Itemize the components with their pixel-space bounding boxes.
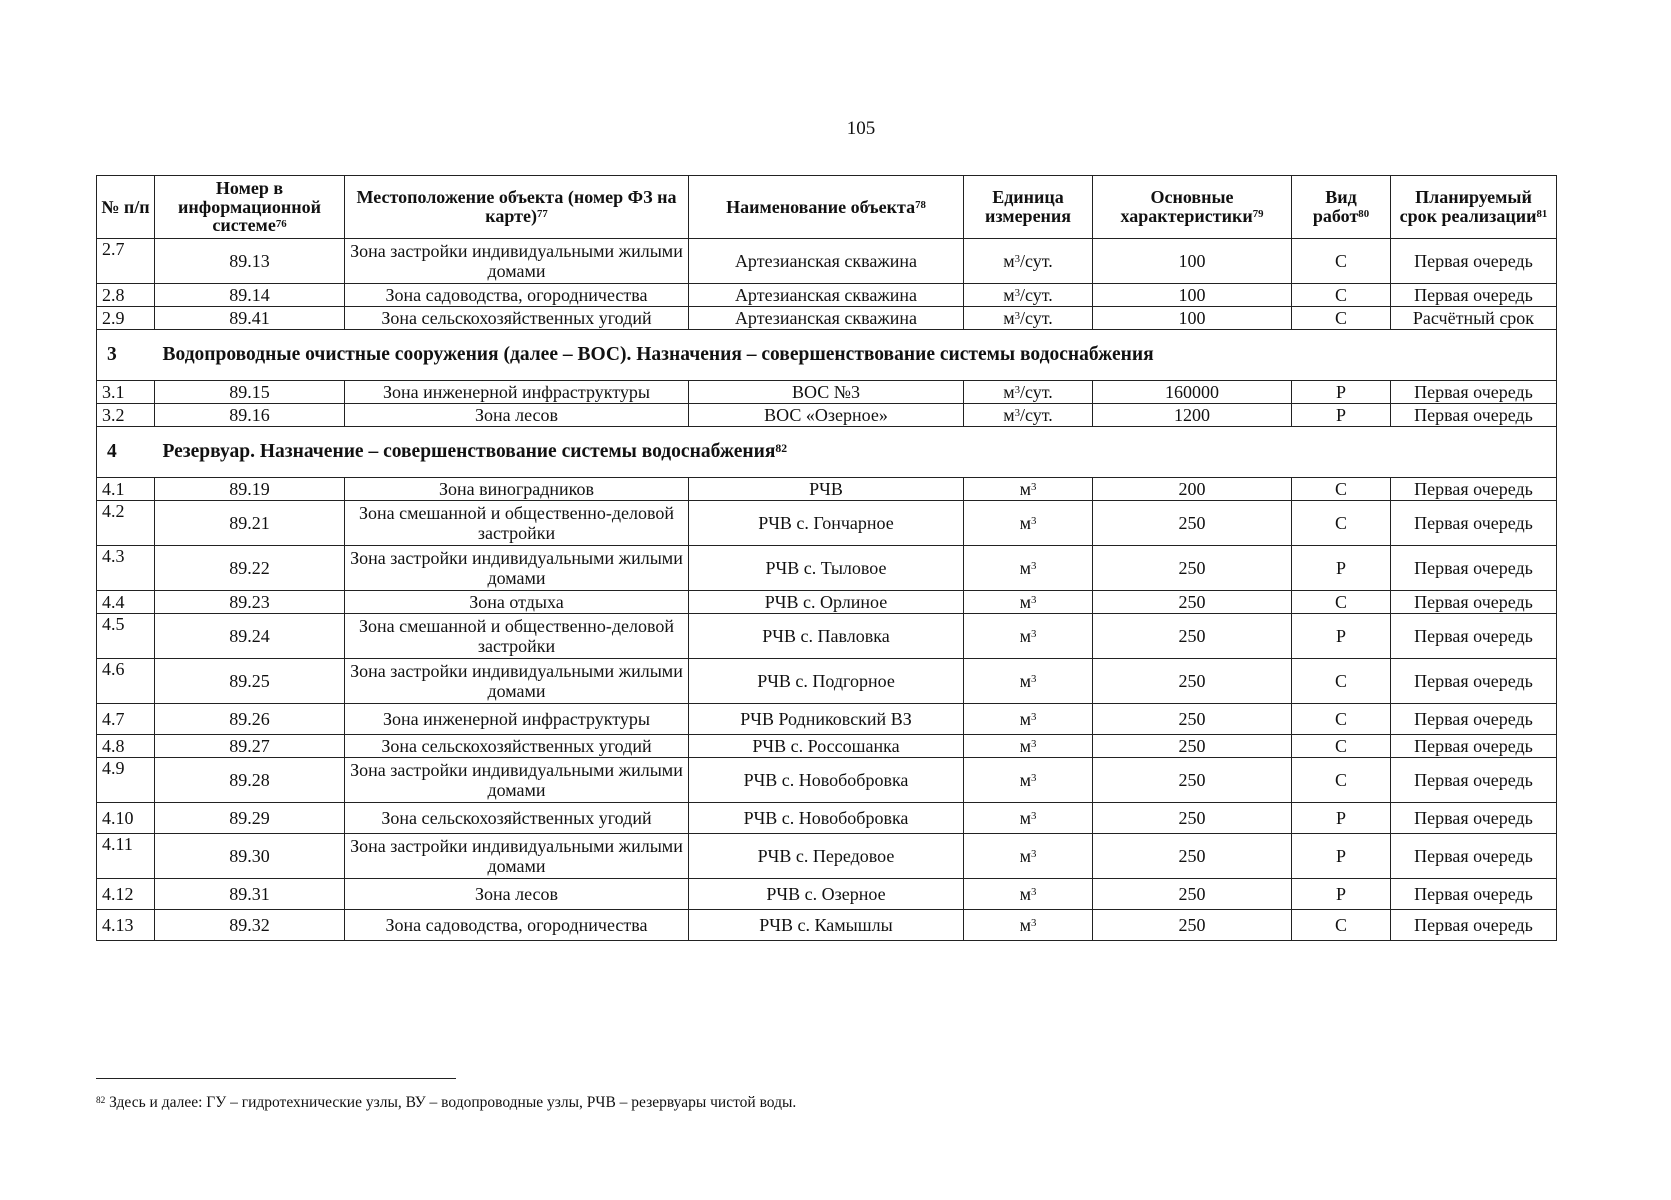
unit-base: м bbox=[1003, 307, 1015, 328]
unit-exponent: 3 bbox=[1030, 560, 1037, 573]
cell-object-name: РЧВ с. Подгорное bbox=[689, 659, 964, 704]
cell-term: Первая очередь bbox=[1391, 404, 1557, 427]
unit-exponent: 3 bbox=[1030, 917, 1037, 930]
cell-work-type: Р bbox=[1292, 614, 1391, 659]
cell-number: 4.13 bbox=[97, 910, 155, 941]
col-term-header bbox=[1391, 176, 1557, 239]
section-footnote-mark: 82 bbox=[775, 441, 788, 455]
cell-object-name: РЧВ с. Россошанка bbox=[689, 735, 964, 758]
cell-location: Зона садоводства, огородничества bbox=[345, 284, 689, 307]
cell-work-type: С bbox=[1292, 910, 1391, 941]
cell-object-name: ВОС №3 bbox=[689, 381, 964, 404]
col-object-name-header bbox=[689, 176, 964, 239]
col-number-header bbox=[97, 176, 155, 239]
cell-system-number: 89.23 bbox=[155, 591, 345, 614]
cell-system-number: 89.30 bbox=[155, 834, 345, 879]
cell-object-name: ВОС «Озерное» bbox=[689, 404, 964, 427]
cell-term: Первая очередь bbox=[1391, 614, 1557, 659]
cell-work-type: Р bbox=[1292, 879, 1391, 910]
cell-system-number: 89.32 bbox=[155, 910, 345, 941]
header-footnote-mark: 77 bbox=[536, 208, 548, 221]
cell-object-name: Артезианская скважина bbox=[689, 239, 964, 284]
header-label: Основные характеристики bbox=[1120, 187, 1253, 226]
cell-work-type: Р bbox=[1292, 404, 1391, 427]
table-row bbox=[97, 834, 1557, 879]
cell-object-name: РЧВ bbox=[689, 478, 964, 501]
section-title-text: Резервуар. Назначение – совершенствование системы водоснабжения bbox=[162, 441, 776, 463]
cell-characteristics: 1200 bbox=[1093, 404, 1292, 427]
unit-suffix: /сут. bbox=[1020, 404, 1053, 425]
cell-location: Зона застройки индивидуальными жилыми домами bbox=[345, 659, 689, 704]
cell-location: Зона инженерной инфраструктуры bbox=[345, 704, 689, 735]
cell-characteristics: 250 bbox=[1093, 910, 1292, 941]
cell-object-name: РЧВ с. Озерное bbox=[689, 879, 964, 910]
cell-term: Первая очередь bbox=[1391, 758, 1557, 803]
cell-number: 4.1 bbox=[97, 478, 155, 501]
table-row bbox=[97, 501, 1557, 546]
unit-base: м bbox=[1019, 769, 1031, 790]
section-row bbox=[97, 427, 1557, 478]
cell-term: Первая очередь bbox=[1391, 704, 1557, 735]
cell-characteristics: 100 bbox=[1093, 284, 1292, 307]
col-characteristics-header bbox=[1093, 176, 1292, 239]
cell-unit bbox=[964, 381, 1093, 404]
cell-object-name: Артезианская скважина bbox=[689, 307, 964, 330]
cell-work-type: С bbox=[1292, 501, 1391, 546]
unit-base: м bbox=[1019, 883, 1031, 904]
cell-term: Первая очередь bbox=[1391, 735, 1557, 758]
cell-unit bbox=[964, 546, 1093, 591]
cell-term: Первая очередь bbox=[1391, 879, 1557, 910]
cell-unit bbox=[964, 307, 1093, 330]
cell-term: Первая очередь bbox=[1391, 591, 1557, 614]
cell-object-name: Артезианская скважина bbox=[689, 284, 964, 307]
cell-characteristics: 250 bbox=[1093, 735, 1292, 758]
cell-number: 4.3 bbox=[97, 546, 155, 591]
unit-base: м bbox=[1019, 807, 1031, 828]
unit-exponent: 3 bbox=[1030, 810, 1037, 823]
cell-characteristics: 250 bbox=[1093, 659, 1292, 704]
unit-suffix: /сут. bbox=[1020, 284, 1053, 305]
unit-exponent: 3 bbox=[1014, 287, 1021, 300]
cell-work-type: С bbox=[1292, 758, 1391, 803]
unit-base: м bbox=[1019, 478, 1031, 499]
cell-term: Первая очередь bbox=[1391, 910, 1557, 941]
footnote-mark: 82 bbox=[96, 1095, 106, 1106]
cell-number: 4.10 bbox=[97, 803, 155, 834]
cell-unit bbox=[964, 735, 1093, 758]
cell-work-type: Р bbox=[1292, 803, 1391, 834]
header-label: Планируемый срок реализации bbox=[1399, 187, 1537, 226]
header-footnote-mark: 81 bbox=[1536, 208, 1548, 221]
cell-unit bbox=[964, 591, 1093, 614]
cell-object-name: РЧВ с. Павловка bbox=[689, 614, 964, 659]
cell-unit bbox=[964, 404, 1093, 427]
unit-exponent: 3 bbox=[1030, 772, 1037, 785]
cell-characteristics: 250 bbox=[1093, 546, 1292, 591]
unit-exponent: 3 bbox=[1030, 594, 1037, 607]
section-title-text: Водопроводные очистные сооружения (далее – ВОС). Назначения – совершенствование системы водоснабжения bbox=[162, 344, 1154, 366]
cell-system-number: 89.27 bbox=[155, 735, 345, 758]
cell-location: Зона смешанной и общественно-деловой застройки bbox=[345, 614, 689, 659]
cell-unit bbox=[964, 614, 1093, 659]
cell-characteristics: 250 bbox=[1093, 614, 1292, 659]
header-label: Вид работ bbox=[1312, 187, 1359, 226]
header-label: № п/п bbox=[101, 196, 150, 217]
cell-object-name: РЧВ с. Гончарное bbox=[689, 501, 964, 546]
cell-unit bbox=[964, 758, 1093, 803]
table-row bbox=[97, 381, 1557, 404]
cell-characteristics: 250 bbox=[1093, 879, 1292, 910]
header-label: Наименование объекта bbox=[726, 196, 916, 217]
cell-object-name: РЧВ с. Новобобровка bbox=[689, 758, 964, 803]
col-system-number-header bbox=[155, 176, 345, 239]
cell-unit bbox=[964, 704, 1093, 735]
cell-number: 2.8 bbox=[97, 284, 155, 307]
cell-location: Зона сельскохозяйственных угодий bbox=[345, 803, 689, 834]
table-row bbox=[97, 735, 1557, 758]
cell-number: 4.12 bbox=[97, 879, 155, 910]
cell-work-type: С bbox=[1292, 591, 1391, 614]
table-body bbox=[97, 239, 1557, 941]
unit-exponent: 3 bbox=[1014, 310, 1021, 323]
table-row bbox=[97, 659, 1557, 704]
unit-exponent: 3 bbox=[1030, 515, 1037, 528]
cell-work-type: С bbox=[1292, 239, 1391, 284]
cell-term: Первая очередь bbox=[1391, 659, 1557, 704]
unit-exponent: 3 bbox=[1030, 738, 1037, 751]
unit-base: м bbox=[1019, 845, 1031, 866]
cell-number: 3.2 bbox=[97, 404, 155, 427]
cell-object-name: РЧВ с. Камышлы bbox=[689, 910, 964, 941]
unit-base: м bbox=[1003, 381, 1015, 402]
footnote bbox=[96, 1094, 796, 1112]
cell-number: 4.7 bbox=[97, 704, 155, 735]
cell-work-type: Р bbox=[1292, 546, 1391, 591]
cell-characteristics: 250 bbox=[1093, 834, 1292, 879]
unit-base: м bbox=[1003, 404, 1015, 425]
cell-number: 4.11 bbox=[97, 834, 155, 879]
header-label: Единица измерения bbox=[984, 187, 1072, 226]
cell-work-type: Р bbox=[1292, 381, 1391, 404]
page-number: 105 bbox=[846, 118, 876, 139]
col-location-header bbox=[345, 176, 689, 239]
cell-location: Зона сельскохозяйственных угодий bbox=[345, 307, 689, 330]
cell-location: Зона отдыха bbox=[345, 591, 689, 614]
unit-exponent: 3 bbox=[1014, 384, 1021, 397]
footnote-text: Здесь и далее: ГУ – гидротехнические узлы, ВУ – водопроводные узлы, РЧВ – резервуары чистой воды. bbox=[105, 1094, 797, 1111]
cell-characteristics: 160000 bbox=[1093, 381, 1292, 404]
cell-location: Зона застройки индивидуальными жилыми домами bbox=[345, 546, 689, 591]
cell-location: Зона застройки индивидуальными жилыми домами bbox=[345, 239, 689, 284]
unit-base: м bbox=[1019, 914, 1031, 935]
footnote-separator bbox=[96, 1078, 456, 1079]
table-row bbox=[97, 307, 1557, 330]
cell-number: 3.1 bbox=[97, 381, 155, 404]
table-row bbox=[97, 546, 1557, 591]
table-row bbox=[97, 239, 1557, 284]
cell-location: Зона виноградников bbox=[345, 478, 689, 501]
table-row bbox=[97, 910, 1557, 941]
cell-unit bbox=[964, 910, 1093, 941]
cell-number: 4.5 bbox=[97, 614, 155, 659]
cell-object-name: РЧВ с. Орлиное bbox=[689, 591, 964, 614]
table-row bbox=[97, 879, 1557, 910]
cell-number: 4.8 bbox=[97, 735, 155, 758]
cell-work-type: С bbox=[1292, 704, 1391, 735]
unit-base: м bbox=[1019, 708, 1031, 729]
cell-term: Первая очередь bbox=[1391, 501, 1557, 546]
cell-characteristics: 100 bbox=[1093, 239, 1292, 284]
cell-characteristics: 250 bbox=[1093, 591, 1292, 614]
cell-system-number: 89.24 bbox=[155, 614, 345, 659]
col-work-type-header bbox=[1292, 176, 1391, 239]
cell-location: Зона инженерной инфраструктуры bbox=[345, 381, 689, 404]
unit-exponent: 3 bbox=[1014, 407, 1021, 420]
table-row bbox=[97, 404, 1557, 427]
header-label: Номер в информационной системе bbox=[178, 177, 321, 236]
cell-term: Первая очередь bbox=[1391, 284, 1557, 307]
cell-work-type: С bbox=[1292, 478, 1391, 501]
col-unit-header bbox=[964, 176, 1093, 239]
table-row bbox=[97, 591, 1557, 614]
cell-object-name: РЧВ с. Новобобровка bbox=[689, 803, 964, 834]
cell-term: Первая очередь bbox=[1391, 381, 1557, 404]
table-row bbox=[97, 704, 1557, 735]
cell-location: Зона сельскохозяйственных угодий bbox=[345, 735, 689, 758]
header-label: Местоположение объекта (номер ФЗ на карте) bbox=[356, 187, 677, 226]
cell-number: 4.9 bbox=[97, 758, 155, 803]
unit-base: м bbox=[1003, 250, 1015, 271]
cell-system-number: 89.41 bbox=[155, 307, 345, 330]
cell-term: Первая очередь bbox=[1391, 478, 1557, 501]
cell-unit bbox=[964, 239, 1093, 284]
cell-term: Первая очередь bbox=[1391, 239, 1557, 284]
cell-location: Зона лесов bbox=[345, 879, 689, 910]
cell-term: Первая очередь bbox=[1391, 803, 1557, 834]
cell-work-type: С bbox=[1292, 659, 1391, 704]
cell-work-type: С bbox=[1292, 735, 1391, 758]
unit-base: м bbox=[1019, 591, 1031, 612]
header-footnote-mark: 78 bbox=[915, 198, 926, 211]
table-row bbox=[97, 758, 1557, 803]
unit-suffix: /сут. bbox=[1020, 250, 1053, 271]
unit-exponent: 3 bbox=[1030, 848, 1037, 861]
cell-unit bbox=[964, 834, 1093, 879]
header-footnote-mark: 76 bbox=[275, 217, 287, 230]
unit-exponent: 3 bbox=[1030, 673, 1037, 686]
cell-system-number: 89.29 bbox=[155, 803, 345, 834]
cell-system-number: 89.15 bbox=[155, 381, 345, 404]
section-title bbox=[155, 330, 1557, 381]
unit-base: м bbox=[1019, 557, 1031, 578]
cell-object-name: РЧВ с. Тыловое bbox=[689, 546, 964, 591]
section-number: 4 bbox=[97, 427, 155, 478]
cell-characteristics: 250 bbox=[1093, 758, 1292, 803]
cell-characteristics: 250 bbox=[1093, 501, 1292, 546]
cell-unit bbox=[964, 501, 1093, 546]
unit-exponent: 3 bbox=[1030, 711, 1037, 724]
unit-suffix: /сут. bbox=[1020, 307, 1053, 328]
table-row bbox=[97, 803, 1557, 834]
cell-number: 4.4 bbox=[97, 591, 155, 614]
unit-base: м bbox=[1019, 735, 1031, 756]
cell-term: Первая очередь bbox=[1391, 834, 1557, 879]
unit-base: м bbox=[1019, 512, 1031, 533]
cell-number: 2.9 bbox=[97, 307, 155, 330]
cell-work-type: Р bbox=[1292, 834, 1391, 879]
table-row bbox=[97, 614, 1557, 659]
cell-system-number: 89.19 bbox=[155, 478, 345, 501]
cell-unit bbox=[964, 478, 1093, 501]
cell-system-number: 89.22 bbox=[155, 546, 345, 591]
cell-location: Зона садоводства, огородничества bbox=[345, 910, 689, 941]
unit-exponent: 3 bbox=[1030, 886, 1037, 899]
cell-unit bbox=[964, 803, 1093, 834]
section-number: 3 bbox=[97, 330, 155, 381]
cell-term: Расчётный срок bbox=[1391, 307, 1557, 330]
unit-base: м bbox=[1003, 284, 1015, 305]
cell-system-number: 89.13 bbox=[155, 239, 345, 284]
cell-term: Первая очередь bbox=[1391, 546, 1557, 591]
section-row bbox=[97, 330, 1557, 381]
unit-base: м bbox=[1019, 625, 1031, 646]
cell-location: Зона смешанной и общественно-деловой застройки bbox=[345, 501, 689, 546]
cell-system-number: 89.31 bbox=[155, 879, 345, 910]
cell-characteristics: 100 bbox=[1093, 307, 1292, 330]
header-footnote-mark: 80 bbox=[1358, 208, 1370, 221]
cell-unit bbox=[964, 659, 1093, 704]
cell-system-number: 89.28 bbox=[155, 758, 345, 803]
cell-number: 2.7 bbox=[97, 239, 155, 284]
cell-system-number: 89.16 bbox=[155, 404, 345, 427]
cell-characteristics: 250 bbox=[1093, 704, 1292, 735]
cell-location: Зона застройки индивидуальными жилыми домами bbox=[345, 834, 689, 879]
cell-unit bbox=[964, 284, 1093, 307]
cell-object-name: РЧВ Родниковский ВЗ bbox=[689, 704, 964, 735]
unit-exponent: 3 bbox=[1014, 253, 1021, 266]
cell-unit bbox=[964, 879, 1093, 910]
cell-system-number: 89.25 bbox=[155, 659, 345, 704]
table-row bbox=[97, 478, 1557, 501]
cell-system-number: 89.26 bbox=[155, 704, 345, 735]
table-row bbox=[97, 284, 1557, 307]
planned-objects-table bbox=[96, 175, 1557, 941]
unit-exponent: 3 bbox=[1030, 481, 1037, 494]
cell-object-name: РЧВ с. Передовое bbox=[689, 834, 964, 879]
cell-work-type: С bbox=[1292, 284, 1391, 307]
header-footnote-mark: 79 bbox=[1252, 208, 1264, 221]
section-title bbox=[155, 427, 1557, 478]
unit-suffix: /сут. bbox=[1020, 381, 1053, 402]
unit-base: м bbox=[1019, 670, 1031, 691]
cell-location: Зона лесов bbox=[345, 404, 689, 427]
cell-system-number: 89.21 bbox=[155, 501, 345, 546]
cell-number: 4.2 bbox=[97, 501, 155, 546]
cell-system-number: 89.14 bbox=[155, 284, 345, 307]
cell-work-type: С bbox=[1292, 307, 1391, 330]
cell-location: Зона застройки индивидуальными жилыми домами bbox=[345, 758, 689, 803]
cell-number: 4.6 bbox=[97, 659, 155, 704]
cell-characteristics: 200 bbox=[1093, 478, 1292, 501]
cell-characteristics: 250 bbox=[1093, 803, 1292, 834]
table-header bbox=[97, 176, 1557, 239]
unit-exponent: 3 bbox=[1030, 628, 1037, 641]
